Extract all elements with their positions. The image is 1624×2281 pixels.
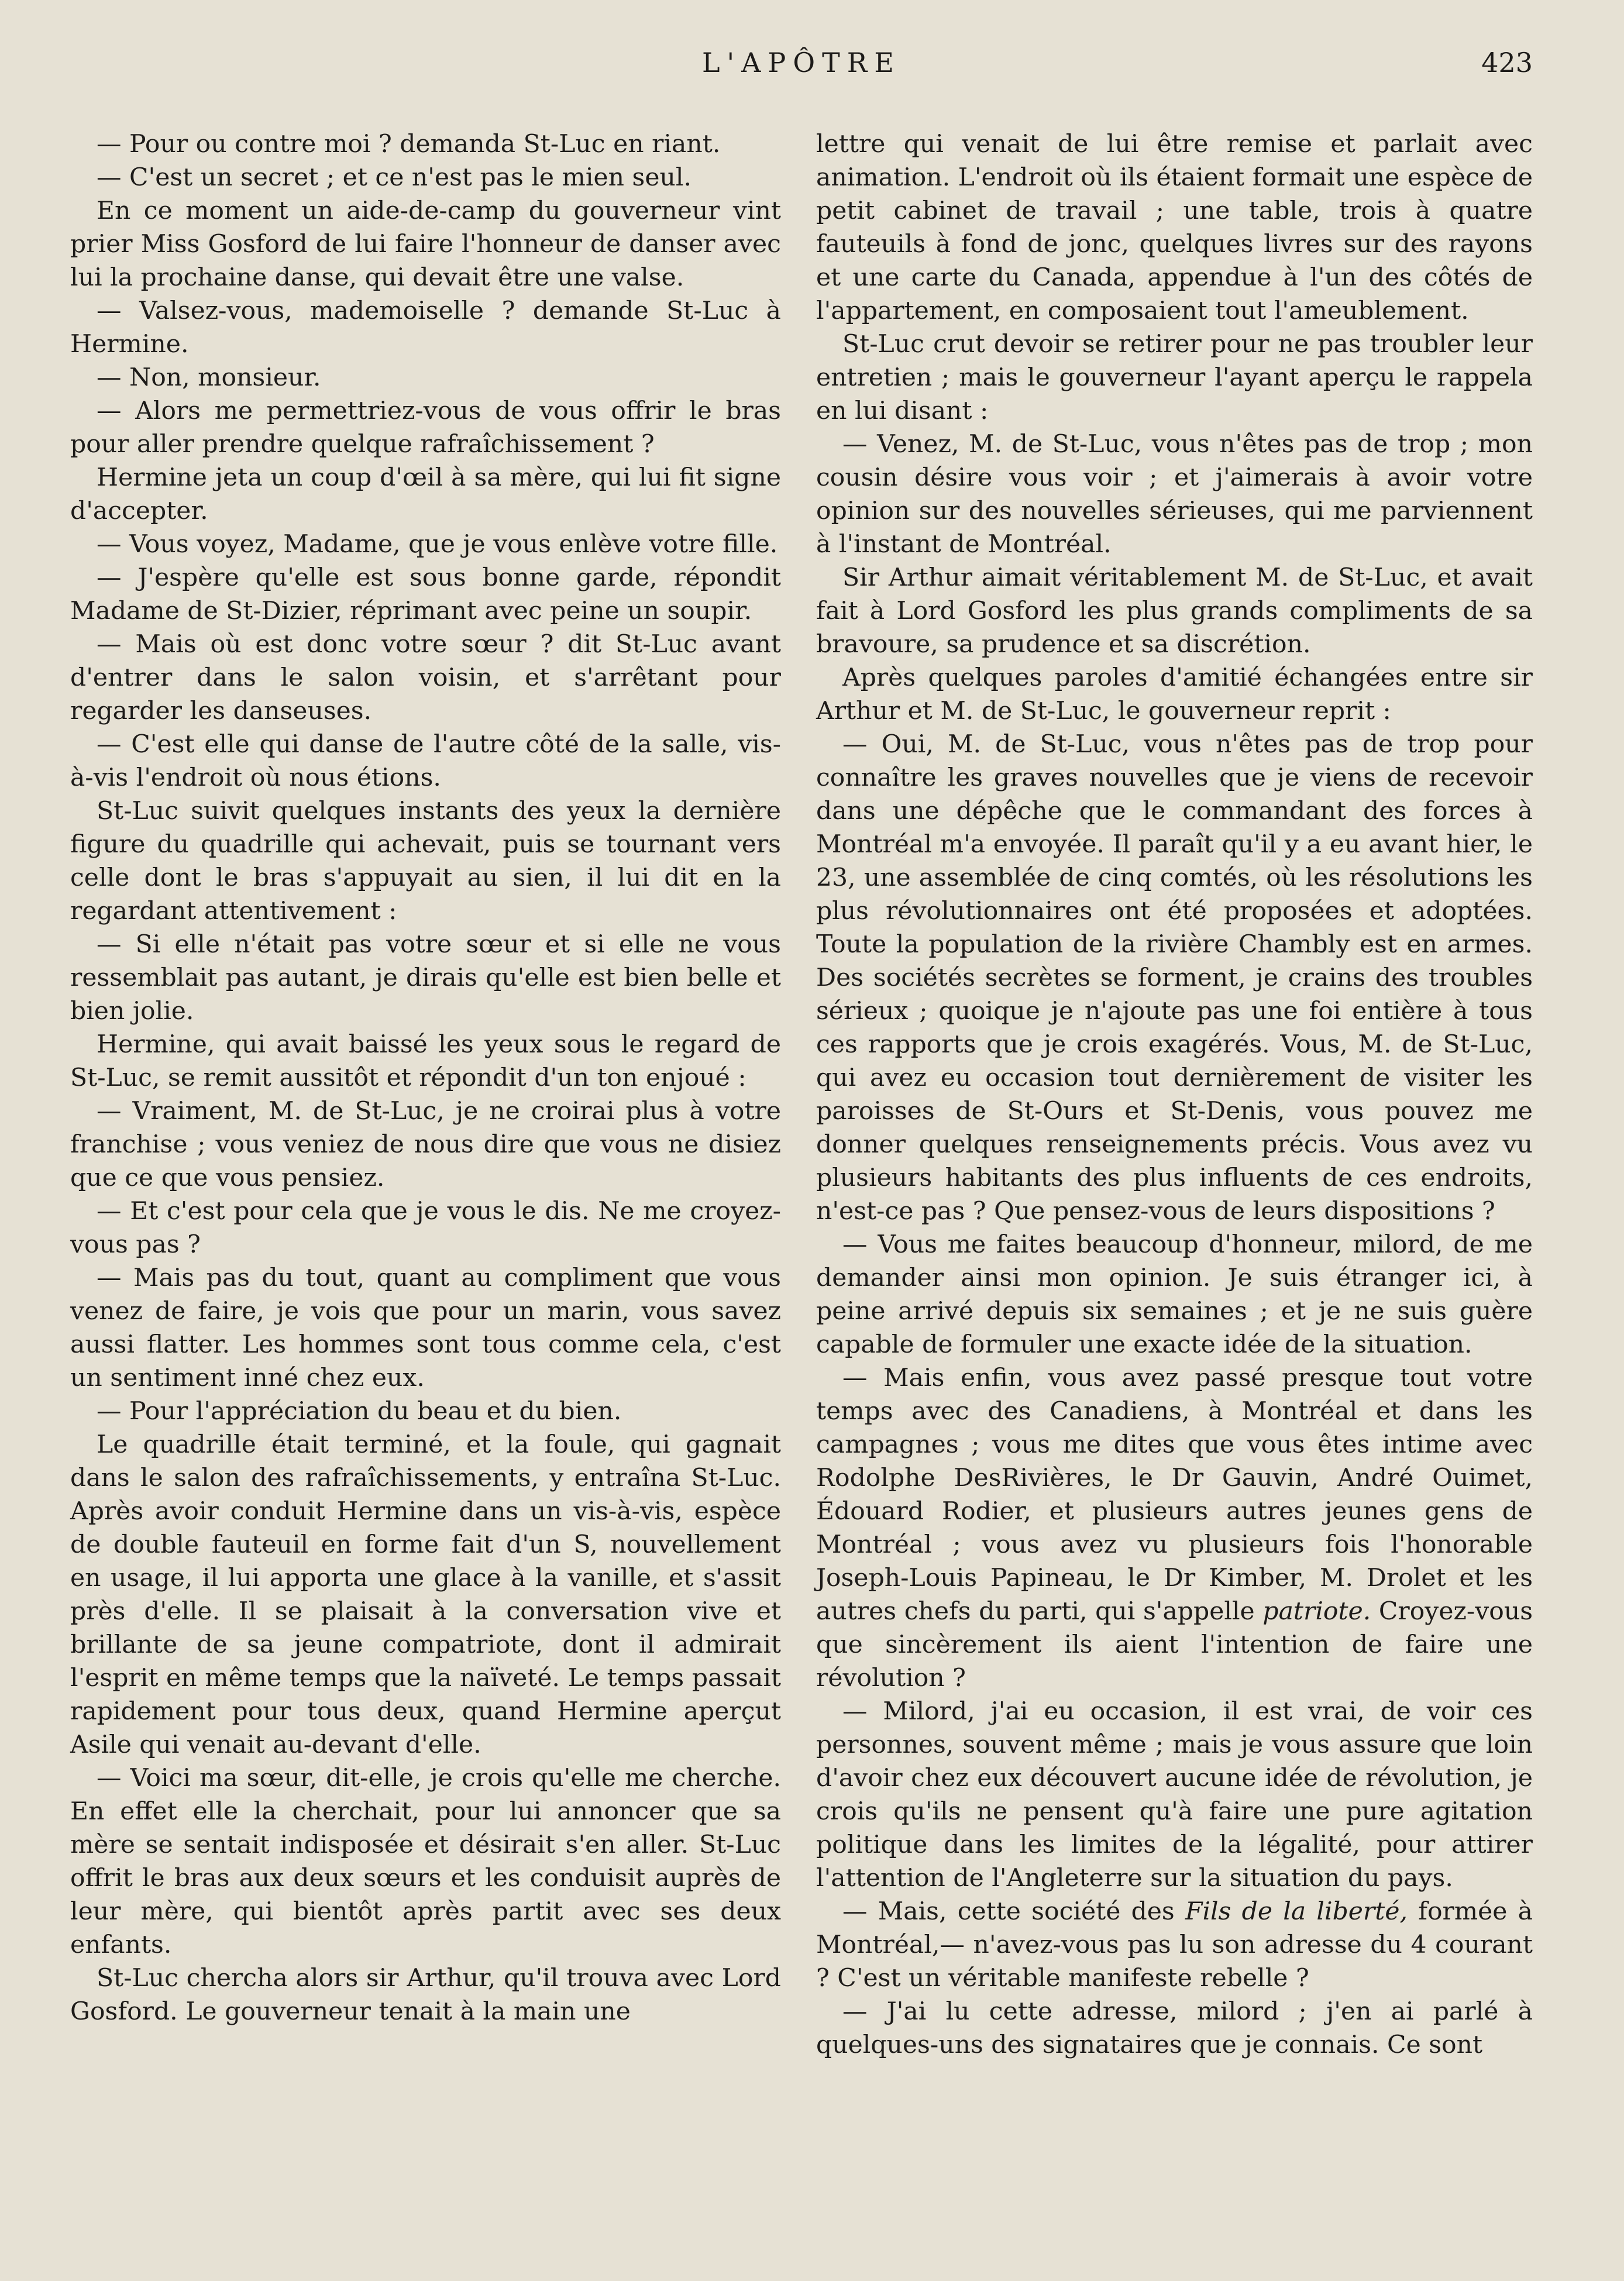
paragraph [816,1895,1533,1995]
paragraph: Sir Arthur aimait véritablement M. de St-Luc, et avait fait à Lord Gosford les plus grands compliments de sa bravoure, sa prudence et sa discrétion. [816,563,1533,659]
paragraph: — Mais où est donc votre sœur ? dit St-Luc avant d'entrer dans le salon voisin, et s'arrêtant pour regarder les danseuses. [70,630,781,725]
paragraph: — Non, monsieur. [97,363,321,392]
paragraph: St-Luc suivit quelques instants des yeux la dernière figure du quadrille qui achevait, puis se tournant vers celle dont le bras s'appuyait au sien, il lui dit en la regardant attentivement : [70,797,781,926]
paragraph: — Et c'est pour cela que je vous le dis. Ne me croyez-vous pas ? [70,1197,781,1259]
paragraph: — Venez, M. de St-Luc, vous n'êtes pas de trop ; mon cousin désire vous voir ; et j'aimerais à avoir votre opinion sur des nouvelles sérieuses, qui me parviennent à l'instant de Montréal. [816,430,1533,559]
italic-term: Fils de la liberté, [1185,1897,1408,1926]
paragraph: — Pour ou contre moi ? demanda St-Luc en riant. [97,130,721,159]
paragraph: — Si elle n'était pas votre sœur et si elle ne vous ressemblait pas autant, je dirais qu'elle est bien belle et bien jolie. [70,930,781,1026]
paragraph [816,1361,1533,1695]
paragraph: — C'est elle qui danse de l'autre côté de la salle, vis-à-vis l'endroit où nous étions. [70,730,781,792]
paragraph: — J'ai lu cette adresse, milord ; j'en ai parlé à quelques-uns des signataires que je connais. Ce sont [816,1997,1533,2059]
paragraph: — Valsez-vous, mademoiselle ? demande St-Luc à Hermine. [70,297,781,359]
paragraph: — C'est un secret ; et ce n'est pas le mien seul. [97,163,691,192]
paragraph: Hermine jeta un coup d'œil à sa mère, qui lui fit signe d'accepter. [70,463,781,525]
text-run: Croyez-vous que sincèrement ils aient l'intention de faire une révolution ? [816,1597,1533,1692]
paragraph: — Mais pas du tout, quant au compliment que vous venez de faire, je vois que pour un marin, vous savez aussi flatter. Les hommes sont tous comme cela, c'est un sentiment inné chez eux. [70,1264,781,1392]
paragraph: — J'espère qu'elle est sous bonne garde, répondit Madame de St-Dizier, réprimant avec peine un soupir. [70,563,781,625]
running-title: L'APÔTRE [702,47,901,78]
right-column [816,128,1533,2062]
paragraph: — Alors me permettriez-vous de vous offrir le bras pour aller prendre quelque rafraîchissement ? [70,397,781,459]
paragraph: St-Luc crut devoir se retirer pour ne pas troubler leur entretien ; mais le gouverneur l'ayant aperçu le rappela en lui disant : [816,330,1533,425]
paragraph: — Milord, j'ai eu occasion, il est vrai, de voir ces personnes, souvent même ; mais je vous assure que loin d'avoir chez eux découvert aucune idée de révolution, je crois qu'ils ne pensent qu'à faire une pure agitation politique dans les limites de la légalité, pour attirer l'attention de l'Angleterre sur la situation du pays. [816,1697,1533,1893]
paragraph: — Vous me faites beaucoup d'honneur, milord, de me demander ainsi mon opinion. Je suis étranger ici, à peine arrivé depuis six semaines ; et je ne suis guère capable de formuler une exacte idée de la situation. [816,1230,1533,1359]
paragraph: lettre qui venait de lui être remise et parlait avec animation. L'endroit où ils étaient formait une espèce de petit cabinet de travail ; une table, trois à quatre fauteuils à fond de jonc, quelques livres sur des rayons et une carte du Canada, appendue à l'un des côtés de l'appartement, en composaient tout l'ameublement. [816,130,1533,325]
paragraph: Après quelques paroles d'amitié échangées entre sir Arthur et M. de St-Luc, le gouverneur reprit : [816,663,1533,725]
page-number: 423 [1481,47,1533,78]
paragraph: En ce moment un aide-de-camp du gouverneur vint prier Miss Gosford de lui faire l'honneur de danser avec lui la prochaine danse, qui devait être une valse. [70,197,781,292]
paragraph: — Vraiment, M. de St-Luc, je ne croirai plus à votre franchise ; vous veniez de nous dire que vous ne disiez que ce que vous pensiez. [70,1097,781,1192]
paragraph: — Oui, M. de St-Luc, vous n'êtes pas de trop pour connaître les graves nouvelles que je viens de recevoir dans une dépêche que le commandant des forces à Montréal m'a envoyée. Il paraît qu'il y a eu avant hier, le 23, une assemblée de cinq comtés, où les résolutions les plus révolutionnaires ont été proposées et adoptées. Toute la population de la rivière Chambly est en armes. Des sociétés secrètes se forment, je crains des troubles sérieux ; quoique je n'ajoute pas une foi entière à tous ces rapports que je crois exagérés. Vous, M. de St-Luc, qui avez eu occasion tout dernièrement de visiter les paroisses de St-Ours et St-Denis, vous pouvez me donner quelques renseignements précis. Vous avez vu plusieurs habitants des plus influents de ces endroits, n'est-ce pas ? Que pensez-vous de leurs dispositions ? [816,730,1533,1226]
paragraph: — Voici ma sœur, dit-elle, je crois qu'elle me cherche. En effet elle la cherchait, pour lui annoncer que sa mère se sentait indisposée et désirait s'en aller. St-Luc offrit le bras aux deux sœurs et les conduisit auprès de leur mère, qui bientôt après partit avec ses deux enfants. [70,1764,781,1959]
left-column [70,128,781,2028]
text-run: formée à Montréal,— n'avez-vous pas lu son adresse du 4 courant ? C'est un véritable manifeste rebelle ? [816,1897,1533,1993]
text-run: — Mais, cette société des [842,1897,1175,1926]
paragraph: — Vous voyez, Madame, que je vous enlève votre fille. [97,530,778,559]
paragraph: Hermine, qui avait baissé les yeux sous le regard de St-Luc, se remit aussitôt et répondit d'un ton enjoué : [70,1030,781,1092]
paragraph: Le quadrille était terminé, et la foule, qui gagnait dans le salon des rafraîchissements, y entraîna St-Luc. Après avoir conduit Hermine dans un vis-à-vis, espèce de double fauteuil en forme fait d'un S, nouvellement en usage, il lui apporta une glace à la vanille, et s'assit près d'elle. Il se plaisait à la conversation vive et brillante de sa jeune compatriote, dont il admirait l'esprit en même temps que la naïveté. Le temps passait rapidement pour tous deux, quand Hermine aperçut Asile qui venait au-devant d'elle. [70,1430,781,1759]
paragraph: St-Luc chercha alors sir Arthur, qu'il trouva avec Lord Gosford. Le gouverneur tenait à la main une [70,1964,781,2026]
text-run: — Mais enfin, vous avez passé presque tout votre temps avec des Canadiens, à Montréal et dans les campagnes ; vous me dites que vous êtes intime avec Rodolphe DesRivières, le Dr Gauvin, André Ouimet, Édouard Rodier, et plusieurs autres jeunes gens de Montréal ; vous avez vu plusieurs fois l'honorable Joseph-Louis Papineau, le Dr Kimber, M. Drolet et les autres chefs du parti, qui s'appelle [816,1364,1533,1626]
italic-term: patriote. [1262,1597,1371,1626]
page-header [70,47,1533,88]
paragraph: — Pour l'appréciation du beau et du bien. [97,1397,622,1426]
